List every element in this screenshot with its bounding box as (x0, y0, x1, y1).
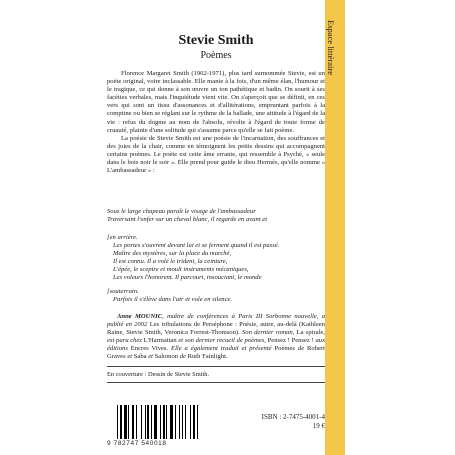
barcode-bar (120, 405, 122, 439)
isbn-number: ISBN : 2-7475-4001-4 (261, 413, 325, 421)
author-name: Anne MOUNIC (117, 313, 163, 320)
barcode-bar (190, 405, 191, 439)
barcode-bar (117, 405, 118, 439)
barcode-bar (160, 405, 161, 439)
poem-excerpt-2 (107, 234, 325, 283)
poem-line: [en arrière. (107, 234, 138, 241)
poem-line: Les voleurs l'honorent. Il parcourt, insouciant, le monde (113, 274, 262, 282)
divider (107, 366, 325, 367)
barcode-bar (182, 405, 183, 439)
poem-line: [souterrain. (107, 288, 139, 295)
blurb-paragraph-1: Florence Margaret Smith (1902-1971), plus tard surnommée Stevie, est un poète original, voire inclassable. Elle manie à la fois, d'un même élan, l'humour et le tragique, ce qui donne à son œuvre un ton pathétique et badin. On sourit à ses facéties verbales, mais l'inquiétude vient vite. On s'aperçoit que se définit, en ces vers qui sont un tissu d'assonances et d'allitérations, empruntant parfois à la comptine ou bien se réglant sur le rythme de la ballade, une attitude à l'égard de la vie : refus du dogme au nom de l'absolu, révolte à l'égard de toute forme de cruauté, plainte d'une solitude qui s'assume parce qu'elle se fait poème. (107, 70, 325, 134)
divider (107, 382, 325, 383)
barcode-bar (185, 405, 186, 439)
poem-line: Il est connu. Il a volé le trident, la ceinture, (113, 258, 228, 266)
barcode-bars (117, 405, 213, 439)
isbn-block (245, 413, 325, 431)
book-title: Stevie Smith (178, 33, 254, 48)
poem-line: Traversant l'enfer sur un cheval blanc, il regarde en avant et (107, 216, 268, 224)
barcode-bar (154, 405, 157, 439)
series-label-text: Espace littéraire (326, 20, 336, 75)
barcode-bar (193, 405, 195, 439)
barcode-bar (141, 405, 142, 439)
barcode (107, 405, 215, 449)
author-bio: Anne MOUNIC, maître de conférences à Paris III Sorbonne nouvelle, a publié en 2002 Les tribulations de Perséphone : Poésie, autre, au-delà (Kathleen Raine, Stevie Smith, Veronica Forrest-Thomson). Son dernier roman, La spirale, est paru chez L'Harmattan et son dernier recueil de poèmes, Pensez ! Pensez ! aux éditions Encres Vives. Elle a également traduit et présenté Poèmes de Robert Graves et Saba et Salomon de Ruth Fainlight. (107, 313, 326, 361)
barcode-bar (151, 405, 152, 439)
price: 19 € (312, 422, 325, 430)
poem-line: Sous le large chapeau paraît le visage de l'ambassadeur (107, 208, 256, 215)
cover-credit: En couverture : Dessin de Stevie Smith. (107, 371, 210, 378)
barcode-bar (175, 405, 176, 439)
barcode-bar (124, 405, 127, 439)
blurb (107, 70, 325, 175)
barcode-bar (163, 405, 165, 439)
barcode-bar (132, 405, 134, 439)
book-subtitle: Poèmes (200, 50, 232, 61)
poem-line: L'épée, le sceptre et moult instruments mécaniques, (113, 266, 249, 274)
poem-line: Maître des mystères, sur la place du marché, (113, 250, 232, 258)
barcode-bar (147, 405, 149, 439)
poem-excerpt-1 (107, 208, 325, 224)
barcode-digits: 9 782747 540018 (107, 440, 167, 447)
back-cover-content (107, 20, 326, 447)
poem-line: Parfois il s'élève dans l'air et vole en silence. (113, 296, 233, 304)
poem-line: Les portes s'ouvrent devant lui et se ferment quand il est passé. (113, 242, 280, 250)
barcode-bar (166, 405, 167, 439)
barcode-bar (197, 405, 198, 439)
barcode-bar (179, 405, 180, 439)
barcode-bar (136, 405, 137, 439)
barcode-bar (145, 405, 146, 439)
blurb-paragraph-2: La poésie de Stevie Smith est une poésie de l'incarnation, des souffrances et des joies de la chair, comme en témoignent les petits dessins qui accompagnent certains poèmes. Le poète est cette âme errante, qui ressemble à Psyché, « seule dans le bois noir le soir ». Elle prend pour guide le dieu Hermès, qu'elle nomme « L'ambassadeur » : (107, 134, 325, 175)
barcode-bar (128, 405, 129, 439)
barcode-bar (170, 405, 173, 439)
series-label (326, 20, 344, 220)
poem-excerpt-3 (107, 288, 325, 304)
